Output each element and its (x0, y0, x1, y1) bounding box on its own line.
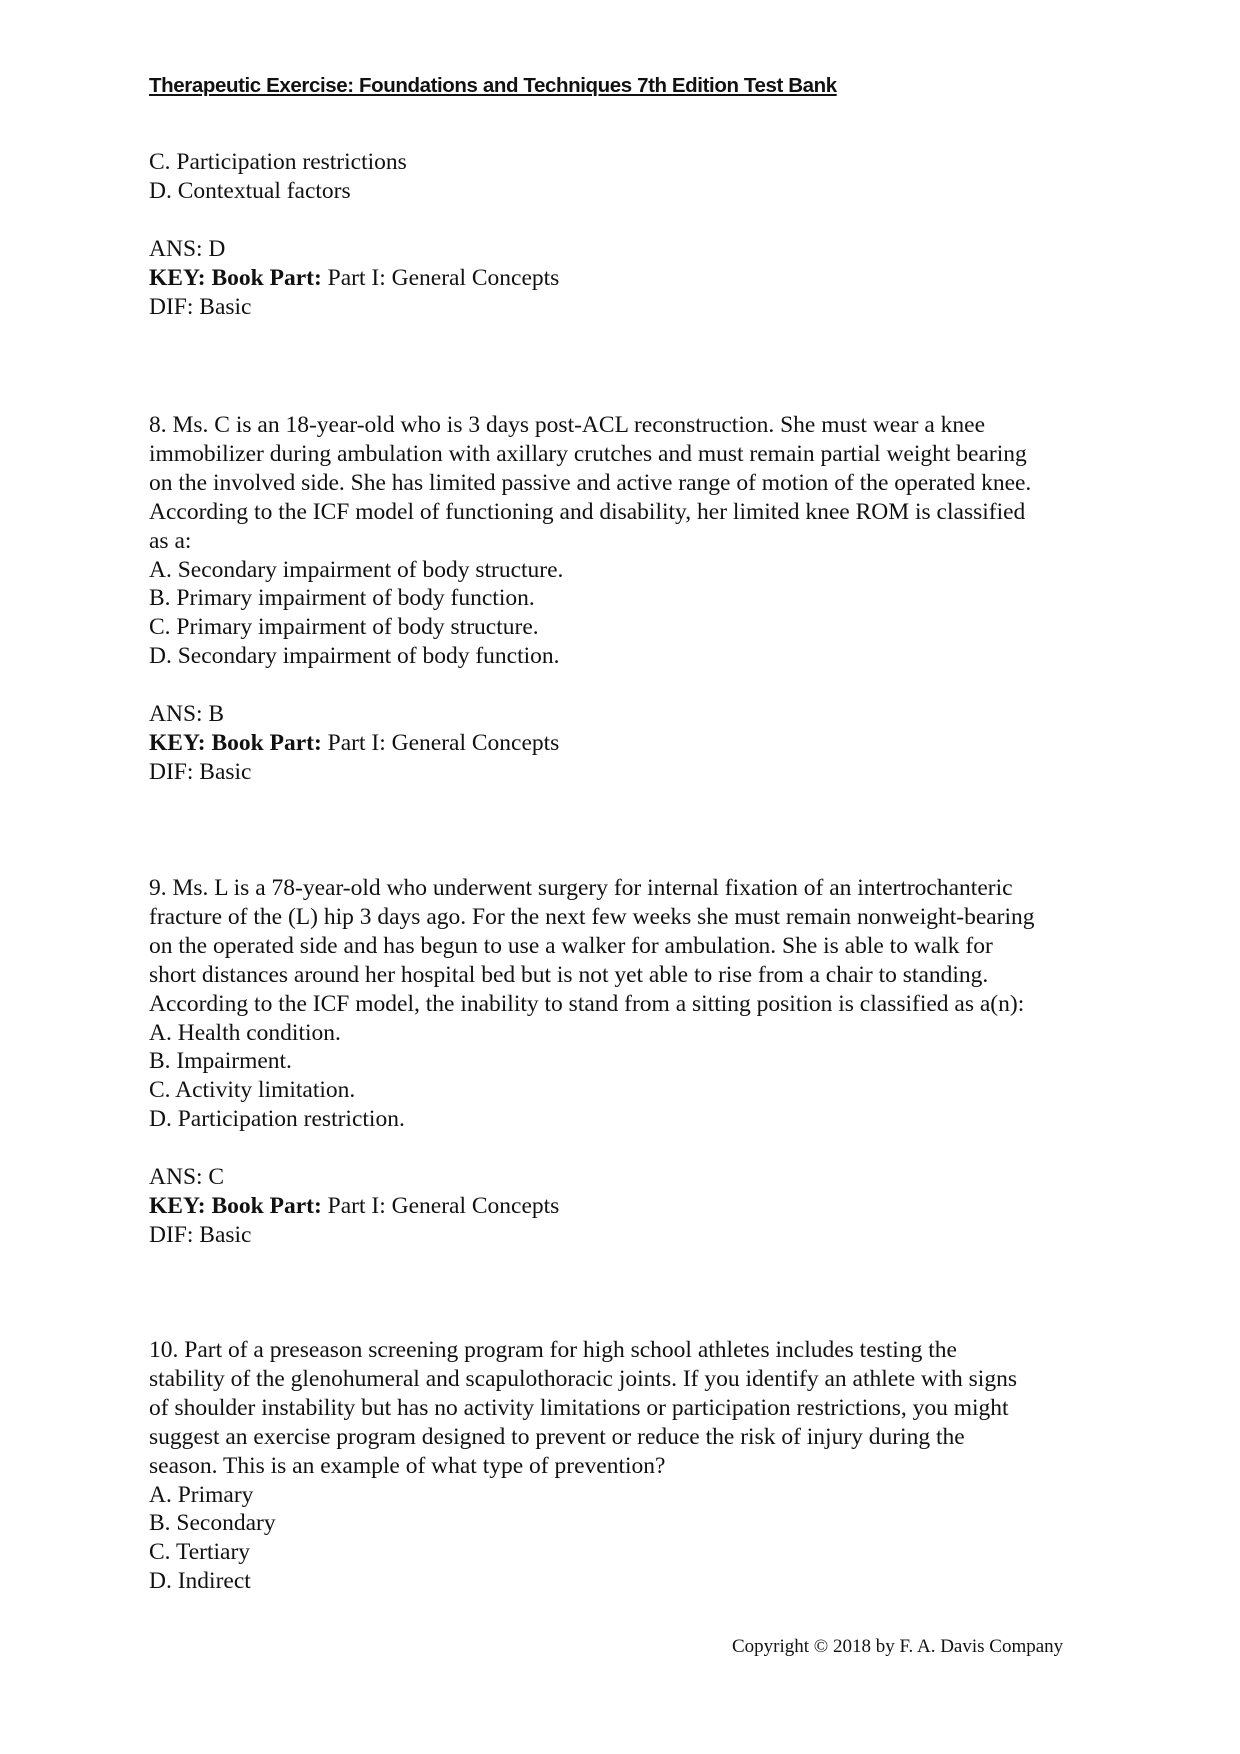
option-c: C. Primary impairment of body structure. (149, 614, 539, 641)
answer: ANS: D (149, 235, 226, 262)
key-line (149, 1192, 1109, 1221)
question-10 (149, 1336, 1109, 1596)
question-stem-line: short distances around her hospital bed but is not yet able to rise from a chair to standing. (149, 961, 989, 988)
difficulty: DIF: Basic (149, 758, 252, 785)
prev-question-tail (149, 148, 1109, 321)
difficulty: DIF: Basic (149, 1221, 252, 1248)
key-label: KEY: Book Part: (149, 1192, 322, 1219)
option-c: C. Participation restrictions (149, 149, 407, 175)
key-label: KEY: Book Part: (149, 264, 322, 291)
page-title: Therapeutic Exercise: Foundations and Techniques 7th Edition Test Bank (149, 74, 837, 97)
option-c: C. Activity limitation. (149, 1077, 356, 1104)
key-value: Part I: General Concepts (321, 729, 560, 756)
option-b: B. Impairment. (149, 1048, 292, 1075)
answer: ANS: B (149, 701, 225, 728)
question-8 (149, 411, 1109, 787)
question-stem-line: season. This is an example of what type of prevention? (149, 1452, 666, 1479)
option-d: D. Secondary impairment of body function. (149, 643, 560, 670)
key-value: Part I: General Concepts (321, 264, 560, 291)
question-stem-line: on the involved side. She has limited passive and active range of motion of the operated knee. (149, 469, 1032, 496)
option-d: D. Contextual factors (149, 177, 351, 204)
question-stem-line: According to the ICF model, the inability to stand from a sitting position is classified as a(n): (149, 990, 1025, 1017)
question-stem-line: stability of the glenohumeral and scapulothoracic joints. If you identify an athlete with signs (149, 1365, 1017, 1392)
question-stem-line: as a: (149, 527, 192, 554)
option-a: A. Health condition. (149, 1019, 341, 1046)
option-b: B. Primary impairment of body function. (149, 585, 535, 612)
answer: ANS: C (149, 1164, 225, 1191)
question-stem-line: fracture of the (L) hip 3 days ago. For the next few weeks she must remain nonweight-bearing (149, 903, 1035, 930)
option-a: A. Secondary impairment of body structure. (149, 556, 564, 583)
key-label: KEY: Book Part: (149, 729, 322, 756)
option-b: B. Secondary (149, 1510, 276, 1537)
option-d: D. Participation restriction. (149, 1106, 405, 1133)
option-d: D. Indirect (149, 1568, 251, 1595)
question-stem-line: According to the ICF model of functioning and disability, her limited knee ROM is classified (149, 498, 1026, 525)
option-c: C. Tertiary (149, 1539, 251, 1566)
question-stem-line: 8. Ms. C is an 18-year-old who is 3 days post-ACL reconstruction. She must wear a knee (149, 412, 986, 438)
difficulty: DIF: Basic (149, 293, 252, 320)
key-line (149, 729, 1109, 758)
option-a: A. Primary (149, 1481, 254, 1508)
copyright-footer: Copyright © 2018 by F. A. Davis Company (732, 1636, 1064, 1657)
question-stem-line: suggest an exercise program designed to prevent or reduce the risk of injury during the (149, 1423, 965, 1450)
question-stem-line: 10. Part of a preseason screening program for high school athletes includes testing the (149, 1337, 957, 1363)
question-9 (149, 874, 1109, 1250)
question-stem-line: 9. Ms. L is a 78-year-old who underwent surgery for internal fixation of an intertrochanteric (149, 875, 1013, 901)
question-stem-line: immobilizer during ambulation with axillary crutches and must remain partial weight bearing (149, 440, 1027, 467)
question-stem-line: of shoulder instability but has no activity limitations or participation restrictions, you might (149, 1394, 1009, 1421)
key-line (149, 264, 1109, 293)
key-value: Part I: General Concepts (321, 1192, 560, 1219)
question-stem-line: on the operated side and has begun to use a walker for ambulation. She is able to walk for (149, 932, 993, 959)
